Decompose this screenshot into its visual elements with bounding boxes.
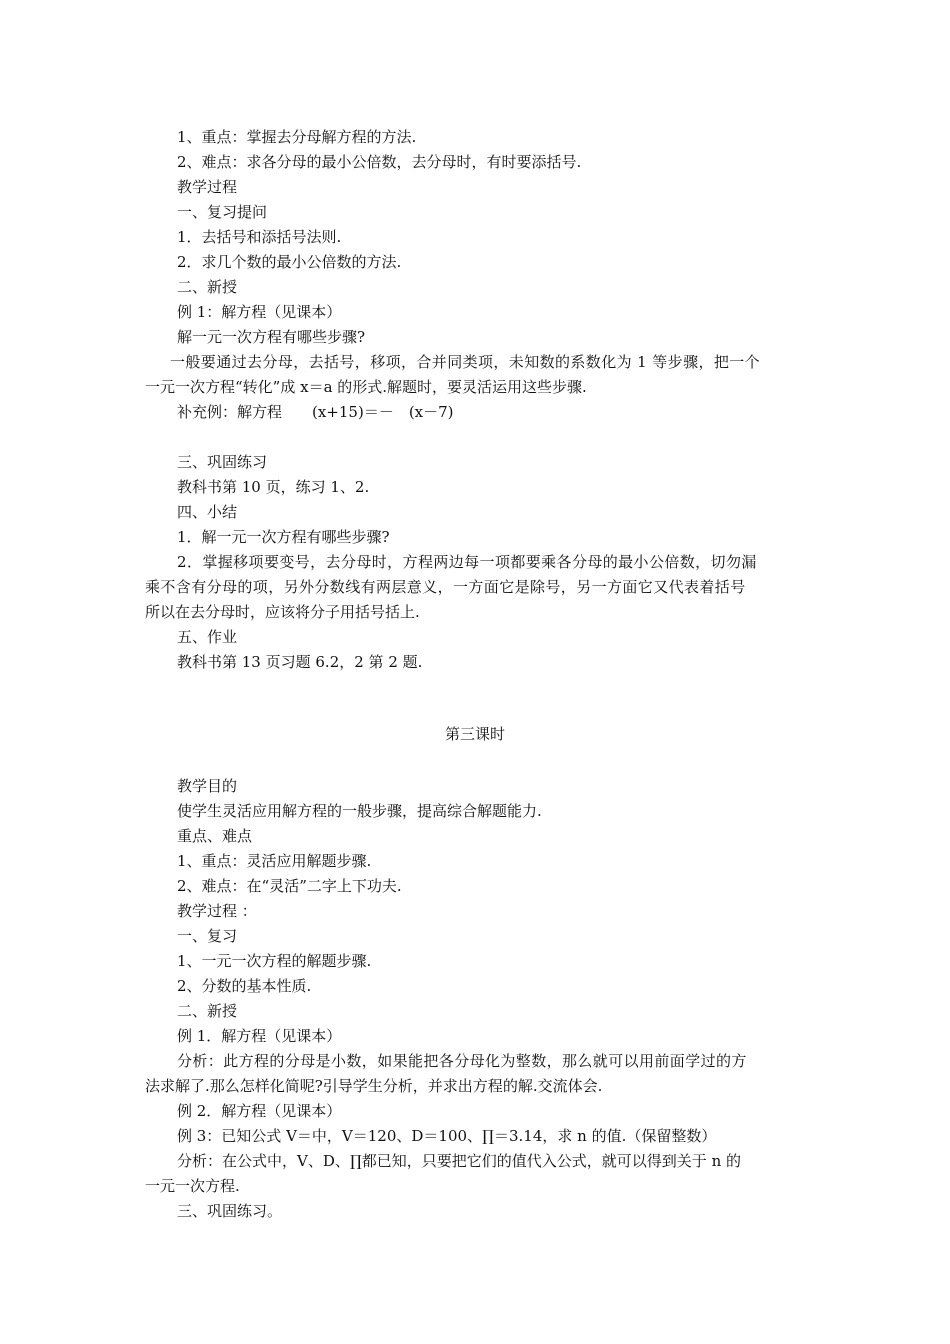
text-line: 一元一次方程“转化”成 x＝a 的形式.解题时，要灵活运用这些步骤. (145, 378, 587, 396)
lesson-title: 第三课时 (444, 725, 505, 743)
text-line: 1、重点：灵活应用解题步骤. (177, 852, 372, 870)
section-heading: 二、新授 (177, 278, 238, 296)
text-line: 使学生灵活应用解方程的一般步骤，提高综合解题能力. (177, 802, 542, 820)
text-line: 2．求几个数的最小公倍数的方法. (177, 253, 402, 271)
text-line: 法求解了.那么怎样化简呢?引导学生分析，并求出方程的解.交流体会. (145, 1077, 603, 1095)
text-line: 补充例：解方程 (x+15)＝－ (x－7) (177, 403, 454, 421)
text-line: 分析：在公式中，V、D、∏都已知，只要把它们的值代入公式，就可以得到关于 n 的 (177, 1152, 741, 1170)
section-heading: 四、小结 (177, 503, 238, 521)
text-line: 解一元一次方程有哪些步骤? (177, 328, 366, 346)
section-heading: 一、复习 (177, 927, 238, 945)
text-line: 例 1：解方程（见课本） (177, 303, 342, 321)
section-heading: 三、巩固练习。 (177, 1202, 283, 1220)
section-heading: 一、复习提问 (177, 203, 268, 221)
text-line: 例 1．解方程（见课本） (177, 1027, 342, 1045)
text-line: 教科书第 10 页，练习 1、2. (177, 478, 370, 496)
section-heading: 教学过程 (177, 178, 238, 196)
text-line: 所以在去分母时，应该将分子用括号括上. (145, 603, 420, 621)
text-line: 1．去括号和添括号法则. (177, 228, 342, 246)
text-line: 2．掌握移项要变号，去分母时，方程两边每一项都要乘各分母的最小公倍数，切勿漏 (177, 553, 757, 571)
section-heading: 教学过程 ： (177, 902, 257, 920)
text-line: 2、难点：求各分母的最小公倍数，去分母时，有时要添括号. (177, 153, 582, 171)
text-line: 1．解一元一次方程有哪些步骤? (177, 528, 390, 546)
section-heading: 三、巩固练习 (177, 453, 268, 471)
text-line: 1、重点：掌握去分母解方程的方法. (177, 128, 417, 146)
section-heading: 二、新授 (177, 1002, 238, 1020)
text-line: 一元一次方程. (145, 1177, 240, 1195)
text-line: 教科书第 13 页习题 6.2，2 第 2 题. (177, 653, 423, 671)
text-line: 2、难点：在“灵活”二字上下功夫. (177, 877, 402, 895)
text-line: 分析：此方程的分母是小数，如果能把各分母化为整数，那么就可以用前面学过的方 (177, 1052, 747, 1070)
text-line: 2、分数的基本性质. (177, 977, 312, 995)
text-line: 一般要通过去分母，去括号，移项，合并同类项，未知数的系数化为 1 等步骤，把一个 (170, 353, 761, 371)
section-heading: 教学目的 (177, 777, 238, 795)
section-heading: 重点、难点 (177, 827, 253, 845)
text-line: 例 3：已知公式 V＝中，V＝120、D＝100、∏＝3.14，求 n 的值.（保留整数） (177, 1127, 717, 1145)
text-line: 1、一元一次方程的解题步骤. (177, 952, 372, 970)
section-heading: 五、作业 (177, 628, 238, 646)
text-line: 例 2．解方程（见课本） (177, 1102, 342, 1120)
text-line: 乘不含有分母的项，另外分数线有两层意义，一方面它是除号，另一方面它又代表着括号 (145, 578, 746, 596)
